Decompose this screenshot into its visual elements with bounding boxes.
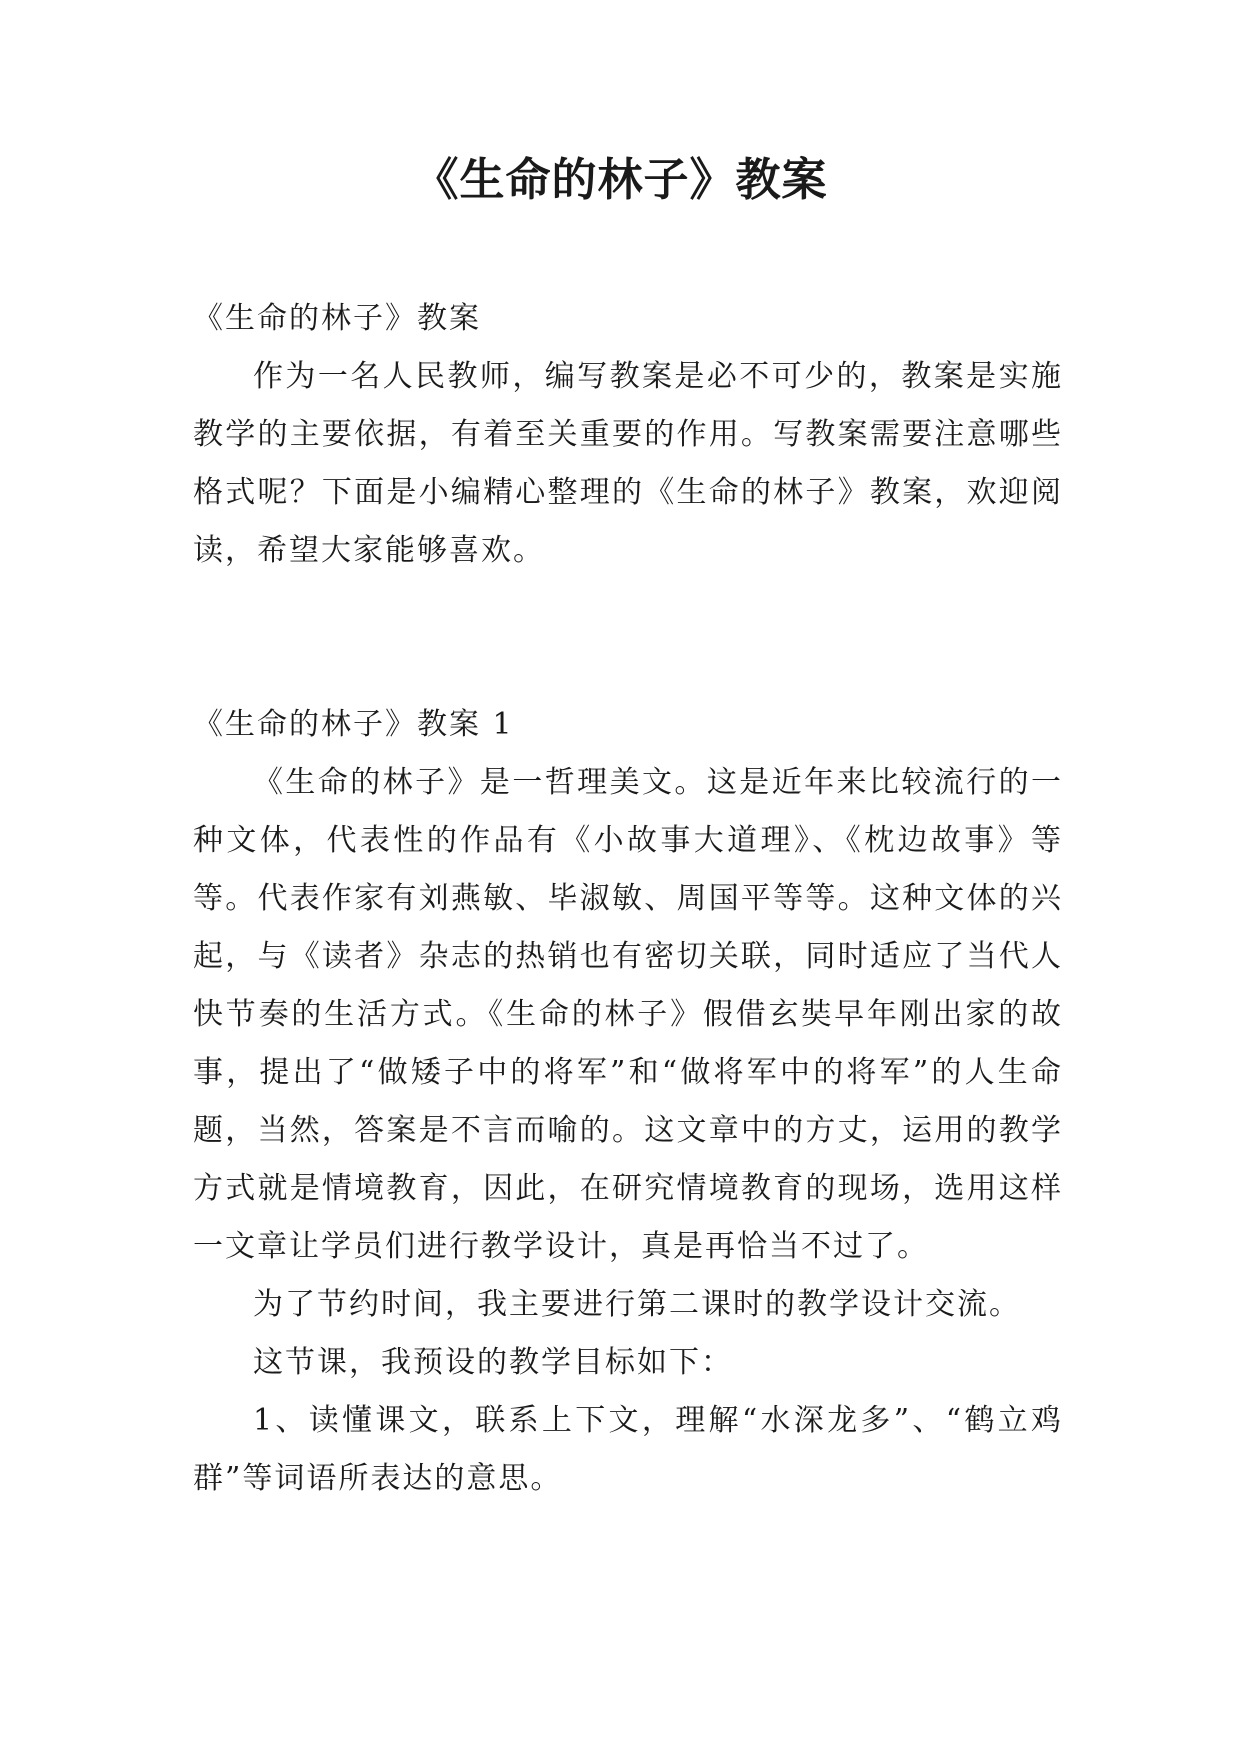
document-title: 《生命的林子》教案	[413, 153, 828, 206]
body-paragraph: 这节课，我预设的教学目标如下：	[253, 1345, 733, 1380]
section-spacer	[193, 580, 1063, 696]
body-paragraph: 1、读懂课文，联系上下文，理解“水深龙多”、“鹤立鸡群”等词语所表达的意思。	[193, 1403, 1063, 1496]
section-heading: 《生命的林子》教案 1	[193, 707, 514, 742]
document-body	[193, 290, 1063, 1508]
intro-paragraph: 作为一名人民教师，编写教案是必不可少的，教案是实施教学的主要依据，有着至关重要的作用。写教案需要注意哪些格式呢？下面是小编精心整理的《生命的林子》教案，欢迎阅读，希望大家能够喜欢。	[193, 359, 1063, 568]
intro-heading: 《生命的林子》教案	[193, 301, 481, 336]
body-paragraph: 为了节约时间，我主要进行第二课时的教学设计交流。	[253, 1287, 1021, 1322]
body-paragraph: 《生命的林子》是一哲理美文。这是近年来比较流行的一种文体，代表性的作品有《小故事大道理》、《枕边故事》等等。代表作家有刘燕敏、毕淑敏、周国平等等。这种文体的兴起，与《读者》杂志的热销也有密切关联，同时适应了当代人快节奏的生活方式。《生命的林子》假借玄奘早年刚出家的故事，提出了“做矮子中的将军”和“做将军中的将军”的人生命题，当然，答案是不言而喻的。这文章中的方丈，运用的教学方式就是情境教育，因此，在研究情境教育的现场，选用这样一文章让学员们进行教学设计，真是再恰当不过了。	[193, 765, 1063, 1264]
